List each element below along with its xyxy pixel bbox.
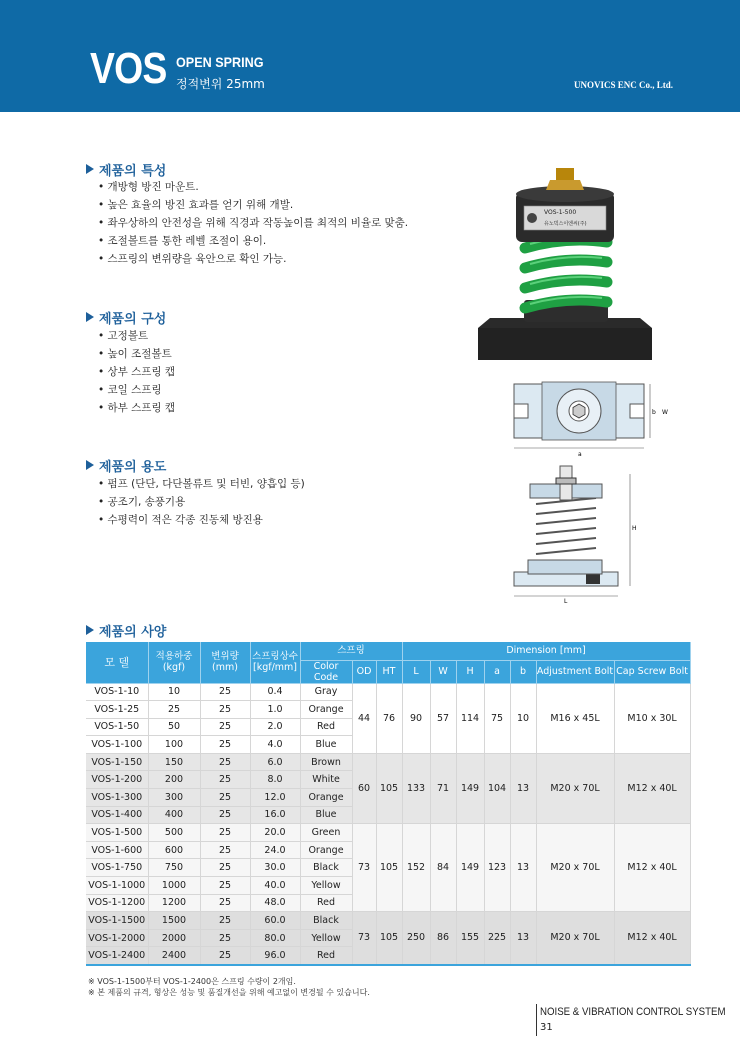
cell-load: 1500 xyxy=(148,912,200,930)
note-item: ※ VOS-1-1500부터 VOS-1-2400은 스프링 수량이 2개임. xyxy=(88,977,296,986)
cell-od: 60 xyxy=(352,753,376,823)
header-dimension: Dimension [mm] xyxy=(402,642,690,660)
cell-rate: 40.0 xyxy=(250,877,300,895)
list-item: • 좌우상하의 안전성을 위해 직경과 작동높이를 최적의 비율로 맞춤. xyxy=(98,214,408,232)
cell-load: 150 xyxy=(148,753,200,771)
header-H: H xyxy=(456,660,484,683)
cell-color: Orange xyxy=(300,789,352,807)
dim-label-h: H xyxy=(632,525,637,532)
list-item: • 고정볼트 xyxy=(98,327,175,345)
spec-title: 제품의 사양 xyxy=(99,625,167,640)
cell-model: VOS-1-1000 xyxy=(86,877,148,895)
cell-deflection: 25 xyxy=(200,701,250,719)
cell-rate: 60.0 xyxy=(250,912,300,930)
cell-deflection: 25 xyxy=(200,894,250,912)
list-item: • 상부 스프링 캡 xyxy=(98,363,175,381)
side-view-diagram xyxy=(500,464,650,604)
features-list xyxy=(98,178,408,268)
cell-deflection: 25 xyxy=(200,789,250,807)
cell-rate: 24.0 xyxy=(250,841,300,859)
cell-rate: 1.0 xyxy=(250,701,300,719)
cell-load: 750 xyxy=(148,859,200,877)
cell-deflection: 25 xyxy=(200,947,250,965)
dim-label-b: b xyxy=(652,409,656,416)
composition-title: 제품의 구성 xyxy=(99,312,167,327)
product-type: OPEN SPRING xyxy=(176,54,264,70)
header-load xyxy=(148,642,200,683)
cell-deflection: 25 xyxy=(200,841,250,859)
cell-h: 149 xyxy=(456,824,484,912)
header-spring: 스프링 xyxy=(300,642,402,660)
usage-heading xyxy=(86,456,166,475)
cell-cap: M12 x 40L xyxy=(614,753,690,823)
header-model: 모 델 xyxy=(86,642,148,683)
cell-ht: 105 xyxy=(376,824,402,912)
cell-l: 133 xyxy=(402,753,430,823)
list-item: • 높은 효율의 방진 효과를 얻기 위해 개발. xyxy=(98,196,408,214)
cell-b: 10 xyxy=(510,683,536,753)
header-rate xyxy=(250,642,300,683)
header-deflection-unit: (mm) xyxy=(212,662,238,674)
cell-rate: 6.0 xyxy=(250,753,300,771)
cell-l: 90 xyxy=(402,683,430,753)
cell-rate: 16.0 xyxy=(250,806,300,824)
cell-model: VOS-1-10 xyxy=(86,683,148,701)
cell-load: 10 xyxy=(148,683,200,701)
section-arrow-icon xyxy=(86,460,95,471)
cell-model: VOS-1-150 xyxy=(86,753,148,771)
cell-h: 155 xyxy=(456,912,484,965)
header-deflection-label: 변위량 xyxy=(211,651,239,663)
list-item: • 조절볼트를 통한 레벨 조절이 용이. xyxy=(98,232,408,250)
cell-load: 1000 xyxy=(148,877,200,895)
table-row xyxy=(86,824,690,842)
photo-label-company: 유노빅스이엔씨(주) xyxy=(544,221,587,227)
cell-w: 84 xyxy=(430,824,456,912)
cell-rate: 12.0 xyxy=(250,789,300,807)
table-row xyxy=(86,683,690,701)
dim-label-l: L xyxy=(564,598,568,604)
cell-ht: 76 xyxy=(376,683,402,753)
cell-load: 100 xyxy=(148,736,200,754)
cell-rate: 48.0 xyxy=(250,894,300,912)
cell-deflection: 25 xyxy=(200,912,250,930)
table-row xyxy=(86,753,690,771)
cell-h: 114 xyxy=(456,683,484,753)
cell-color: Red xyxy=(300,894,352,912)
cell-load: 300 xyxy=(148,789,200,807)
cell-color: Brown xyxy=(300,753,352,771)
cell-model: VOS-1-1500 xyxy=(86,912,148,930)
cell-rate: 30.0 xyxy=(250,859,300,877)
cell-w: 86 xyxy=(430,912,456,965)
cell-cap: M12 x 40L xyxy=(614,824,690,912)
cell-load: 1200 xyxy=(148,894,200,912)
footer-title: NOISE & VIBRATION CONTROL SYSTEM xyxy=(540,1006,726,1018)
cell-model: VOS-1-600 xyxy=(86,841,148,859)
cell-model: VOS-1-200 xyxy=(86,771,148,789)
cell-adj: M20 x 70L xyxy=(536,824,614,912)
cell-adj: M16 x 45L xyxy=(536,683,614,753)
cell-a: 225 xyxy=(484,912,510,965)
cell-color: Black xyxy=(300,912,352,930)
cell-deflection: 25 xyxy=(200,771,250,789)
cell-rate: 0.4 xyxy=(250,683,300,701)
cell-b: 13 xyxy=(510,912,536,965)
cell-color: Red xyxy=(300,947,352,965)
cell-color: Black xyxy=(300,859,352,877)
static-deflection: 정적변위 25mm xyxy=(176,77,265,91)
header-load-unit: (kgf) xyxy=(162,662,186,674)
table-row xyxy=(86,912,690,930)
cell-model: VOS-1-1200 xyxy=(86,894,148,912)
cell-a: 75 xyxy=(484,683,510,753)
cell-load: 500 xyxy=(148,824,200,842)
features-heading xyxy=(86,160,166,179)
composition-heading xyxy=(86,308,166,327)
cell-rate: 96.0 xyxy=(250,947,300,965)
cell-w: 71 xyxy=(430,753,456,823)
cell-load: 25 xyxy=(148,701,200,719)
spec-heading xyxy=(86,621,166,640)
header-od: OD xyxy=(352,660,376,683)
list-item: • 펌프 (단단, 다단볼류트 및 터빈, 양흡입 등) xyxy=(98,475,305,493)
cell-color: Blue xyxy=(300,736,352,754)
cell-model: VOS-1-25 xyxy=(86,701,148,719)
cell-od: 44 xyxy=(352,683,376,753)
company-name: UNOVICS ENC Co., Ltd. xyxy=(574,80,674,90)
cell-b: 13 xyxy=(510,824,536,912)
header-W: W xyxy=(430,660,456,683)
top-view-diagram xyxy=(500,378,670,458)
list-item: • 스프링의 변위량을 육안으로 확인 가능. xyxy=(98,250,408,268)
header-a: a xyxy=(484,660,510,683)
cell-color: Gray xyxy=(300,683,352,701)
cell-color: Yellow xyxy=(300,877,352,895)
cell-color: Green xyxy=(300,824,352,842)
cell-l: 152 xyxy=(402,824,430,912)
cell-color: Yellow xyxy=(300,929,352,947)
cell-model: VOS-1-2000 xyxy=(86,929,148,947)
cell-adj: M20 x 70L xyxy=(536,753,614,823)
cell-deflection: 25 xyxy=(200,718,250,736)
list-item: • 코일 스프링 xyxy=(98,381,175,399)
cell-deflection: 25 xyxy=(200,824,250,842)
dim-label-a: a xyxy=(578,451,582,458)
cell-load: 2400 xyxy=(148,947,200,965)
header-color: Color Code xyxy=(300,660,352,683)
cell-model: VOS-1-500 xyxy=(86,824,148,842)
header-deflection xyxy=(200,642,250,683)
cell-load: 2000 xyxy=(148,929,200,947)
composition-list xyxy=(98,327,175,417)
cell-color: Blue xyxy=(300,806,352,824)
cell-od: 73 xyxy=(352,824,376,912)
cell-deflection: 25 xyxy=(200,683,250,701)
header-rate-unit: [kgf/mm] xyxy=(253,662,297,674)
spec-table xyxy=(86,642,691,966)
photo-label-model: VOS-1-500 xyxy=(544,209,577,216)
header-ht: HT xyxy=(376,660,402,683)
cell-load: 200 xyxy=(148,771,200,789)
header-adj: Adjustment Bolt xyxy=(536,660,614,683)
cell-ht: 105 xyxy=(376,753,402,823)
features-title: 제품의 특성 xyxy=(99,164,167,179)
cell-model: VOS-1-750 xyxy=(86,859,148,877)
cell-deflection: 25 xyxy=(200,736,250,754)
cell-a: 104 xyxy=(484,753,510,823)
cell-rate: 80.0 xyxy=(250,929,300,947)
cell-w: 57 xyxy=(430,683,456,753)
notes xyxy=(88,976,370,998)
cell-adj: M20 x 70L xyxy=(536,912,614,965)
list-item: • 하부 스프링 캡 xyxy=(98,399,175,417)
cell-a: 123 xyxy=(484,824,510,912)
cell-deflection: 25 xyxy=(200,929,250,947)
cell-model: VOS-1-300 xyxy=(86,789,148,807)
cell-deflection: 25 xyxy=(200,753,250,771)
section-arrow-icon xyxy=(86,312,95,323)
cell-color: Orange xyxy=(300,701,352,719)
cell-rate: 2.0 xyxy=(250,718,300,736)
cell-load: 400 xyxy=(148,806,200,824)
product-photo xyxy=(470,168,656,364)
cell-h: 149 xyxy=(456,753,484,823)
cell-color: Red xyxy=(300,718,352,736)
footer-divider xyxy=(536,1004,537,1036)
section-arrow-icon xyxy=(86,625,95,636)
cell-l: 250 xyxy=(402,912,430,965)
cell-model: VOS-1-100 xyxy=(86,736,148,754)
header-cap: Cap Screw Bolt xyxy=(614,660,690,683)
cell-deflection: 25 xyxy=(200,806,250,824)
cell-deflection: 25 xyxy=(200,877,250,895)
list-item: • 높이 조절볼트 xyxy=(98,345,175,363)
spec-table-body xyxy=(86,683,690,965)
cell-model: VOS-1-50 xyxy=(86,718,148,736)
cell-model: VOS-1-400 xyxy=(86,806,148,824)
usage-list xyxy=(98,475,305,529)
note-item: ※ 본 제품의 규격, 형상은 성능 및 품질개선을 위해 예고없이 변경될 수 있습니다. xyxy=(88,988,370,997)
list-item: • 수평력이 적은 각종 진동체 방진용 xyxy=(98,511,305,529)
section-arrow-icon xyxy=(86,164,95,175)
header-load-label: 적용하중 xyxy=(155,651,193,663)
cell-rate: 8.0 xyxy=(250,771,300,789)
cell-color: White xyxy=(300,771,352,789)
list-item: • 공조기, 송풍기용 xyxy=(98,493,305,511)
header-b: b xyxy=(510,660,536,683)
dim-label-w: W xyxy=(662,409,668,416)
cell-cap: M12 x 40L xyxy=(614,912,690,965)
cell-deflection: 25 xyxy=(200,859,250,877)
header-rate-label: 스프링상수 xyxy=(252,651,298,663)
cell-b: 13 xyxy=(510,753,536,823)
cell-ht: 105 xyxy=(376,912,402,965)
cell-model: VOS-1-2400 xyxy=(86,947,148,965)
cell-rate: 20.0 xyxy=(250,824,300,842)
cell-od: 73 xyxy=(352,912,376,965)
cell-rate: 4.0 xyxy=(250,736,300,754)
cell-load: 600 xyxy=(148,841,200,859)
page-header xyxy=(0,0,740,112)
cell-cap: M10 x 30L xyxy=(614,683,690,753)
list-item: • 개방형 방진 마운트. xyxy=(98,178,408,196)
cell-load: 50 xyxy=(148,718,200,736)
header-L: L xyxy=(402,660,430,683)
page-number: 31 xyxy=(540,1022,553,1033)
usage-title: 제품의 용도 xyxy=(99,460,167,475)
cell-color: Orange xyxy=(300,841,352,859)
model-title: VOS xyxy=(90,44,167,93)
